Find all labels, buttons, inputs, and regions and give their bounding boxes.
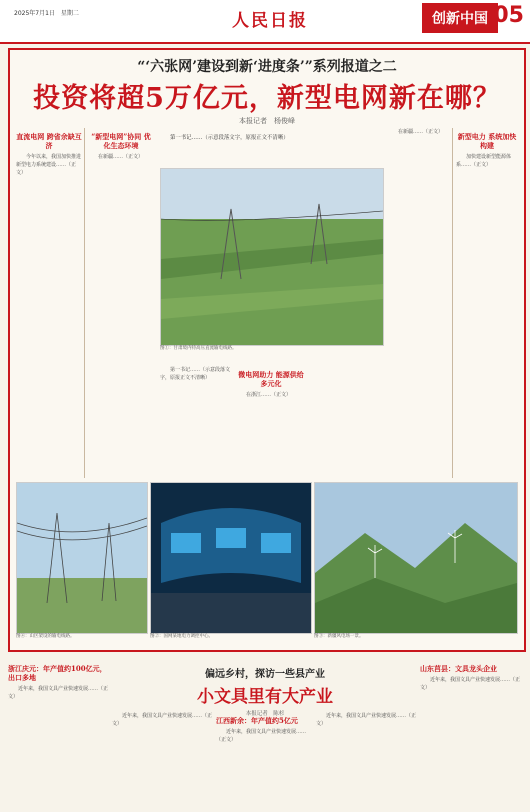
column-subhead: 微电网助力 能源供给多元化 — [238, 370, 304, 388]
column-text: 在新疆……（正文） — [98, 154, 144, 160]
feature-byline: 本报记者 杨俊峰 — [239, 117, 295, 125]
section-tag: 创新中国 — [422, 3, 498, 33]
page-number: 05 — [493, 3, 524, 28]
photo-control-center — [150, 482, 312, 634]
bottom-kicker: 偏远乡村，探访一些县产业 — [205, 669, 325, 680]
bottom-text: 近年来，我国文具产业快速发展……（正文） — [8, 686, 108, 701]
feature-kicker: “‘六张网’建设到新‘进度条’”系列报道之二 — [137, 59, 397, 75]
article-column-4 — [388, 128, 450, 478]
photo-caption: 图①：甘肃境内特高压直流输电线路。 — [160, 346, 237, 351]
article-column-3 — [160, 366, 230, 476]
bottom-text: 近年来，我国文具产业快速发展……（正文） — [112, 713, 212, 728]
column-subhead: 直流电网 跨省余缺互济 — [16, 132, 82, 150]
photo-hv-lines — [16, 482, 148, 634]
bottom-subhead: 江西新余：年产值约5亿元 — [216, 716, 298, 725]
issue-date: 2025年7月1日 星期二 — [14, 10, 79, 17]
column-text: 在浙江……（正文） — [246, 392, 292, 398]
bottom-subhead: 山东莒县：文具龙头企业 — [420, 664, 497, 673]
column-text: 在新疆……（正文） — [398, 129, 444, 135]
column-divider — [84, 128, 85, 478]
photo-farmland-powerlines — [160, 168, 384, 346]
column-divider — [452, 128, 453, 478]
bottom-byline: 本报记者 陈杉 — [245, 711, 285, 717]
bottom-text: 近年来，我国文具产业快速发展……（正文） — [316, 713, 416, 728]
bottom-column-1 — [8, 660, 108, 808]
bottom-column-4 — [316, 712, 416, 808]
bottom-subhead: 浙江庆元：年产值约100亿元，出口多地 — [8, 664, 107, 682]
lead-text: 第一书记……（示意段落文字，原报正文不清晰） — [170, 135, 289, 141]
feature-frame — [8, 48, 526, 652]
article-column-1 — [16, 128, 82, 478]
column-text: 加快建设新型能源体系……（正文） — [456, 154, 512, 169]
bottom-text: 近年来，我国文具产业快速发展……（正文） — [420, 677, 521, 692]
article-column-3b — [236, 366, 306, 476]
feature-lead — [160, 134, 382, 143]
photo-caption: 图④：山区架设的输电线路。 — [16, 634, 75, 639]
column-subhead: 新型电力 系统加快构建 — [457, 132, 517, 150]
column-subhead: “新型电网”协同 优化生态环境 — [91, 132, 151, 150]
photo-caption: 图③：新疆风电场一景。 — [314, 634, 364, 639]
bottom-text: 近年来，我国文具产业快速发展……（正文） — [216, 729, 307, 744]
article-column-2 — [88, 128, 154, 478]
masthead — [0, 0, 530, 44]
column-text: 今年以来，我国加快推进新型电力系统建设……（正文） — [16, 154, 82, 177]
photo-mountain-wind — [314, 482, 518, 634]
bottom-headline: 小文具里有大产业 — [197, 687, 333, 707]
bottom-column-2 — [112, 712, 212, 808]
column-text: 第一书记……（示意段落文字，原报正文不清晰） — [160, 367, 230, 382]
feature-headline: 投资将超5万亿元，新型电网新在哪？ — [33, 83, 501, 114]
article-column-5 — [456, 128, 518, 478]
bottom-column-5 — [420, 660, 522, 808]
photo-caption: 图②：国网某地电力调控中心。 — [150, 634, 213, 639]
bottom-column-3 — [216, 712, 312, 808]
paper-name: 人民日报 — [232, 11, 308, 31]
